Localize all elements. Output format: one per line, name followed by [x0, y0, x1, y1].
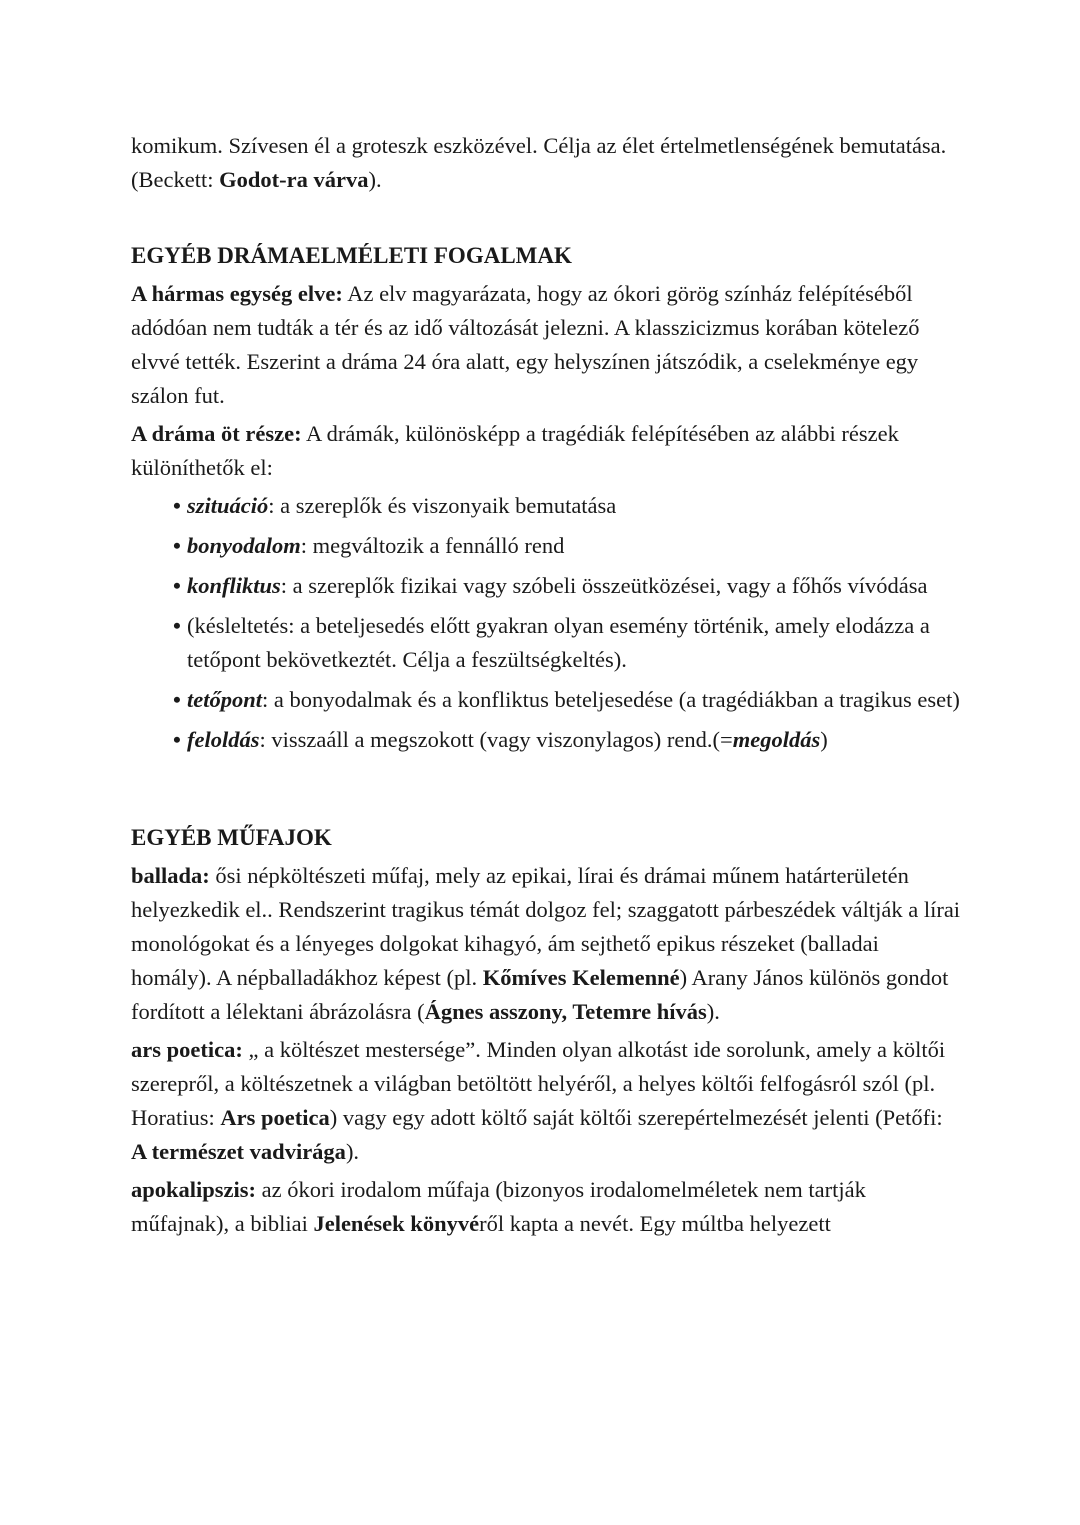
work-title: A természet vadvirága — [131, 1139, 346, 1164]
item-term: bonyodalom — [187, 533, 301, 558]
definition-text: ) Arany János különös gondot fordított a lélektani ábrázolásra ( — [131, 965, 949, 1024]
term-label: apokalipszis: — [131, 1177, 257, 1202]
item-term-alt: megoldás — [732, 727, 821, 752]
bullet-icon: • — [173, 493, 181, 518]
bullet-icon: • — [173, 533, 181, 558]
item-term: szituáció — [187, 493, 269, 518]
paragraph-ars-poetica — [131, 1033, 961, 1169]
list-item — [131, 609, 961, 677]
definition-text: ősi népköltészeti műfaj, mely az epikai, lírai és drámai műnem határterületén helyezkedik el.. Rendszerint tragikus témát dolgoz fel; szaggatott párbeszédek váltják a lírai monológokat és a lényeges dolgokat kihagyó, ám sejthető epikus részeket (balladai homály). A népballadákhoz képest (pl. — [131, 863, 961, 990]
work-title: Kőmíves Kelemenné — [482, 965, 680, 990]
bullet-icon: • — [173, 573, 181, 598]
list-item — [131, 683, 961, 717]
work-title: Ars poetica — [220, 1105, 330, 1130]
item-term: konfliktus — [187, 573, 281, 598]
work-title: Ágnes asszony, Tetemre hívás — [424, 999, 707, 1024]
item-text: : a szereplők és viszonyaik bemutatása — [268, 493, 617, 518]
paragraph-ballada — [131, 859, 961, 1029]
intro-paragraph — [131, 129, 961, 197]
item-text-end: ) — [820, 727, 828, 752]
work-title: Jelenések könyvé — [313, 1211, 480, 1236]
section-heading-drama-theory: EGYÉB DRÁMAELMÉLETI FOGALMAK — [131, 243, 572, 268]
bullet-icon: • — [173, 727, 181, 752]
definition-text: A drámák, különösképp a tragédiák felépítésében az alábbi részek különíthetők el: — [131, 421, 899, 480]
document-page — [131, 129, 961, 1245]
definition-text: az ókori irodalom műfaja (bizonyos irodalomelméletek nem tartják műfajnak), a bibliai — [131, 1177, 866, 1236]
definition-text: ) vagy egy adott költő saját költői szerepértelmezését jelenti (Petőfi: — [329, 1105, 943, 1130]
intro-text: komikum. Szívesen él a groteszk eszközével. Célja az élet értelmetlenségének bemutatása. (Beckett: — [131, 133, 947, 192]
term-label: ars poetica: — [131, 1037, 243, 1062]
definition-text: ről kapta a nevét. Egy múltba helyezett — [479, 1211, 831, 1236]
item-term: tetőpont — [187, 687, 263, 712]
term-label: A dráma öt része: — [131, 421, 302, 446]
item-text: : a szereplők fizikai vagy szóbeli összeütközései, vagy a főhős vívódása — [280, 573, 928, 598]
definition-text: Az elv magyarázata, hogy az ókori görög színház felépítéséből adódóan nem tudták a tér és az idő változását jelezni. A klasszicizmus korában kötelező elvvé tették. Eszerint a dráma 24 óra alatt, egy helyszínen játszódik, a cselekménye egy szálon fut. — [131, 281, 920, 408]
list-item — [131, 723, 961, 757]
intro-text-end: ). — [368, 167, 382, 192]
term-label: ballada: — [131, 863, 210, 888]
list-item — [131, 489, 961, 523]
item-text: (késleltetés: a beteljesedés előtt gyakran olyan esemény történik, amely elodázza a tetőpont bekövetkeztét. Célja a feszültségkeltés). — [187, 613, 930, 672]
term-label: A hármas egység elve: — [131, 281, 343, 306]
work-title: Godot-ra várva — [219, 167, 369, 192]
item-text: : a bonyodalmak és a konfliktus beteljesedése (a tragédiákban a tragikus eset) — [262, 687, 960, 712]
bullet-icon: • — [173, 613, 181, 638]
section-heading-genres: EGYÉB MŰFAJOK — [131, 825, 332, 850]
list-item — [131, 529, 961, 563]
item-text: : megváltozik a fennálló rend — [300, 533, 565, 558]
definition-text: ). — [706, 999, 720, 1024]
bullet-icon: • — [173, 687, 181, 712]
drama-parts-list — [131, 489, 961, 757]
paragraph-harmas-egyseg — [131, 277, 961, 413]
paragraph-drama-ot-resze — [131, 417, 961, 485]
definition-text: ). — [345, 1139, 360, 1164]
definition-text: „ a költészet mestersége”. Minden olyan alkotást ide sorolunk, amely a költői szerepről, a költészetnek a világban betöltött helyéről, a helyes költői felfogásról szól (pl. Horatius: — [131, 1037, 946, 1130]
item-text: : visszaáll a megszokott (vagy viszonylagos) rend.(= — [259, 727, 733, 752]
list-item — [131, 569, 961, 603]
paragraph-apokalipszis — [131, 1173, 961, 1241]
item-term: feloldás — [187, 727, 260, 752]
